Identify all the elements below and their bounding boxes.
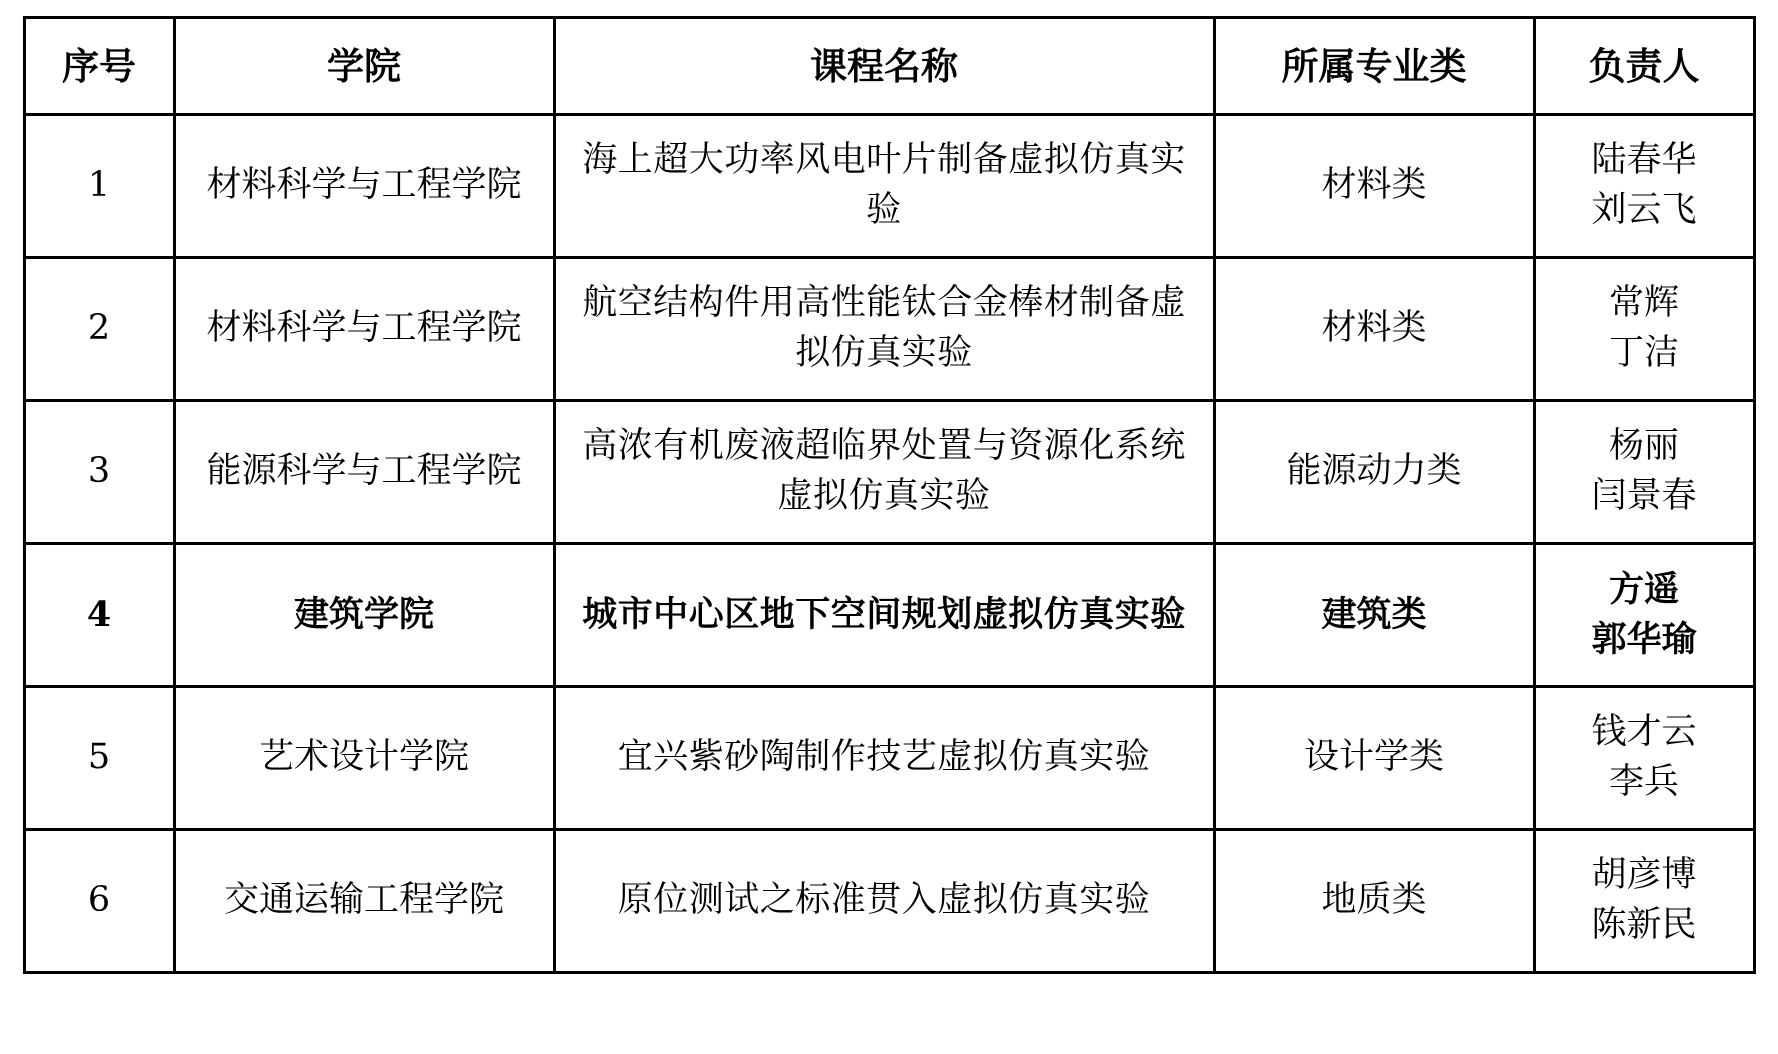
table-row — [24, 544, 1754, 687]
cell-sequence: 3 — [24, 401, 174, 544]
cell-owner — [1534, 544, 1754, 687]
table-row — [24, 830, 1754, 973]
cell-owner — [1534, 258, 1754, 401]
cell-college: 材料科学与工程学院 — [174, 115, 554, 258]
owner-name: 李兵 — [1608, 762, 1679, 802]
cell-course: 高浓有机废液超临界处置与资源化系统虚拟仿真实验 — [554, 401, 1214, 544]
table-row — [24, 687, 1754, 830]
owner-name: 胡彦博 — [1591, 855, 1697, 896]
cell-major: 能源动力类 — [1214, 401, 1534, 544]
cell-course: 宜兴紫砂陶制作技艺虚拟仿真实验 — [554, 687, 1214, 830]
cell-major: 设计学类 — [1214, 687, 1534, 830]
owner-name: 刘云飞 — [1591, 190, 1697, 230]
cell-course: 海上超大功率风电叶片制备虚拟仿真实验 — [554, 115, 1214, 258]
column-header-major: 所属专业类 — [1214, 18, 1534, 115]
column-header-seq: 序号 — [24, 18, 174, 115]
table-row — [24, 401, 1754, 544]
cell-college: 材料科学与工程学院 — [174, 258, 554, 401]
cell-major: 材料类 — [1214, 115, 1534, 258]
owner-name: 郭华瑜 — [1591, 619, 1697, 660]
cell-major: 材料类 — [1214, 258, 1534, 401]
owner-name: 陈新民 — [1591, 905, 1697, 945]
cell-course: 城市中心区地下空间规划虚拟仿真实验 — [554, 544, 1214, 687]
cell-sequence: 2 — [24, 258, 174, 401]
cell-course: 原位测试之标准贯入虚拟仿真实验 — [554, 830, 1214, 973]
cell-owner — [1534, 687, 1754, 830]
cell-owner — [1534, 401, 1754, 544]
owner-name: 闫景春 — [1591, 476, 1697, 516]
cell-owner — [1534, 830, 1754, 973]
cell-college: 能源科学与工程学院 — [174, 401, 554, 544]
cell-sequence: 4 — [24, 544, 174, 687]
cell-college: 艺术设计学院 — [174, 687, 554, 830]
owner-name: 丁洁 — [1608, 333, 1679, 373]
column-header-course: 课程名称 — [554, 18, 1214, 115]
column-header-college: 学院 — [174, 18, 554, 115]
table-body — [24, 115, 1754, 973]
cell-sequence: 1 — [24, 115, 174, 258]
owner-name: 陆春华 — [1591, 140, 1697, 181]
cell-owner — [1534, 115, 1754, 258]
table-header — [24, 18, 1754, 115]
cell-sequence: 6 — [24, 830, 174, 973]
column-header-owner: 负责人 — [1534, 18, 1754, 115]
cell-major: 地质类 — [1214, 830, 1534, 973]
table-row — [24, 115, 1754, 258]
cell-major: 建筑类 — [1214, 544, 1534, 687]
cell-college: 交通运输工程学院 — [174, 830, 554, 973]
owner-name: 常辉 — [1608, 283, 1679, 324]
cell-course: 航空结构件用高性能钛合金棒材制备虚拟仿真实验 — [554, 258, 1214, 401]
owner-name: 杨丽 — [1608, 426, 1679, 467]
table-header-row — [24, 18, 1754, 115]
cell-college: 建筑学院 — [174, 544, 554, 687]
cell-sequence: 5 — [24, 687, 174, 830]
course-table — [23, 16, 1756, 974]
owner-name: 钱才云 — [1591, 712, 1697, 753]
owner-name: 方遥 — [1608, 569, 1679, 611]
table-row — [24, 258, 1754, 401]
